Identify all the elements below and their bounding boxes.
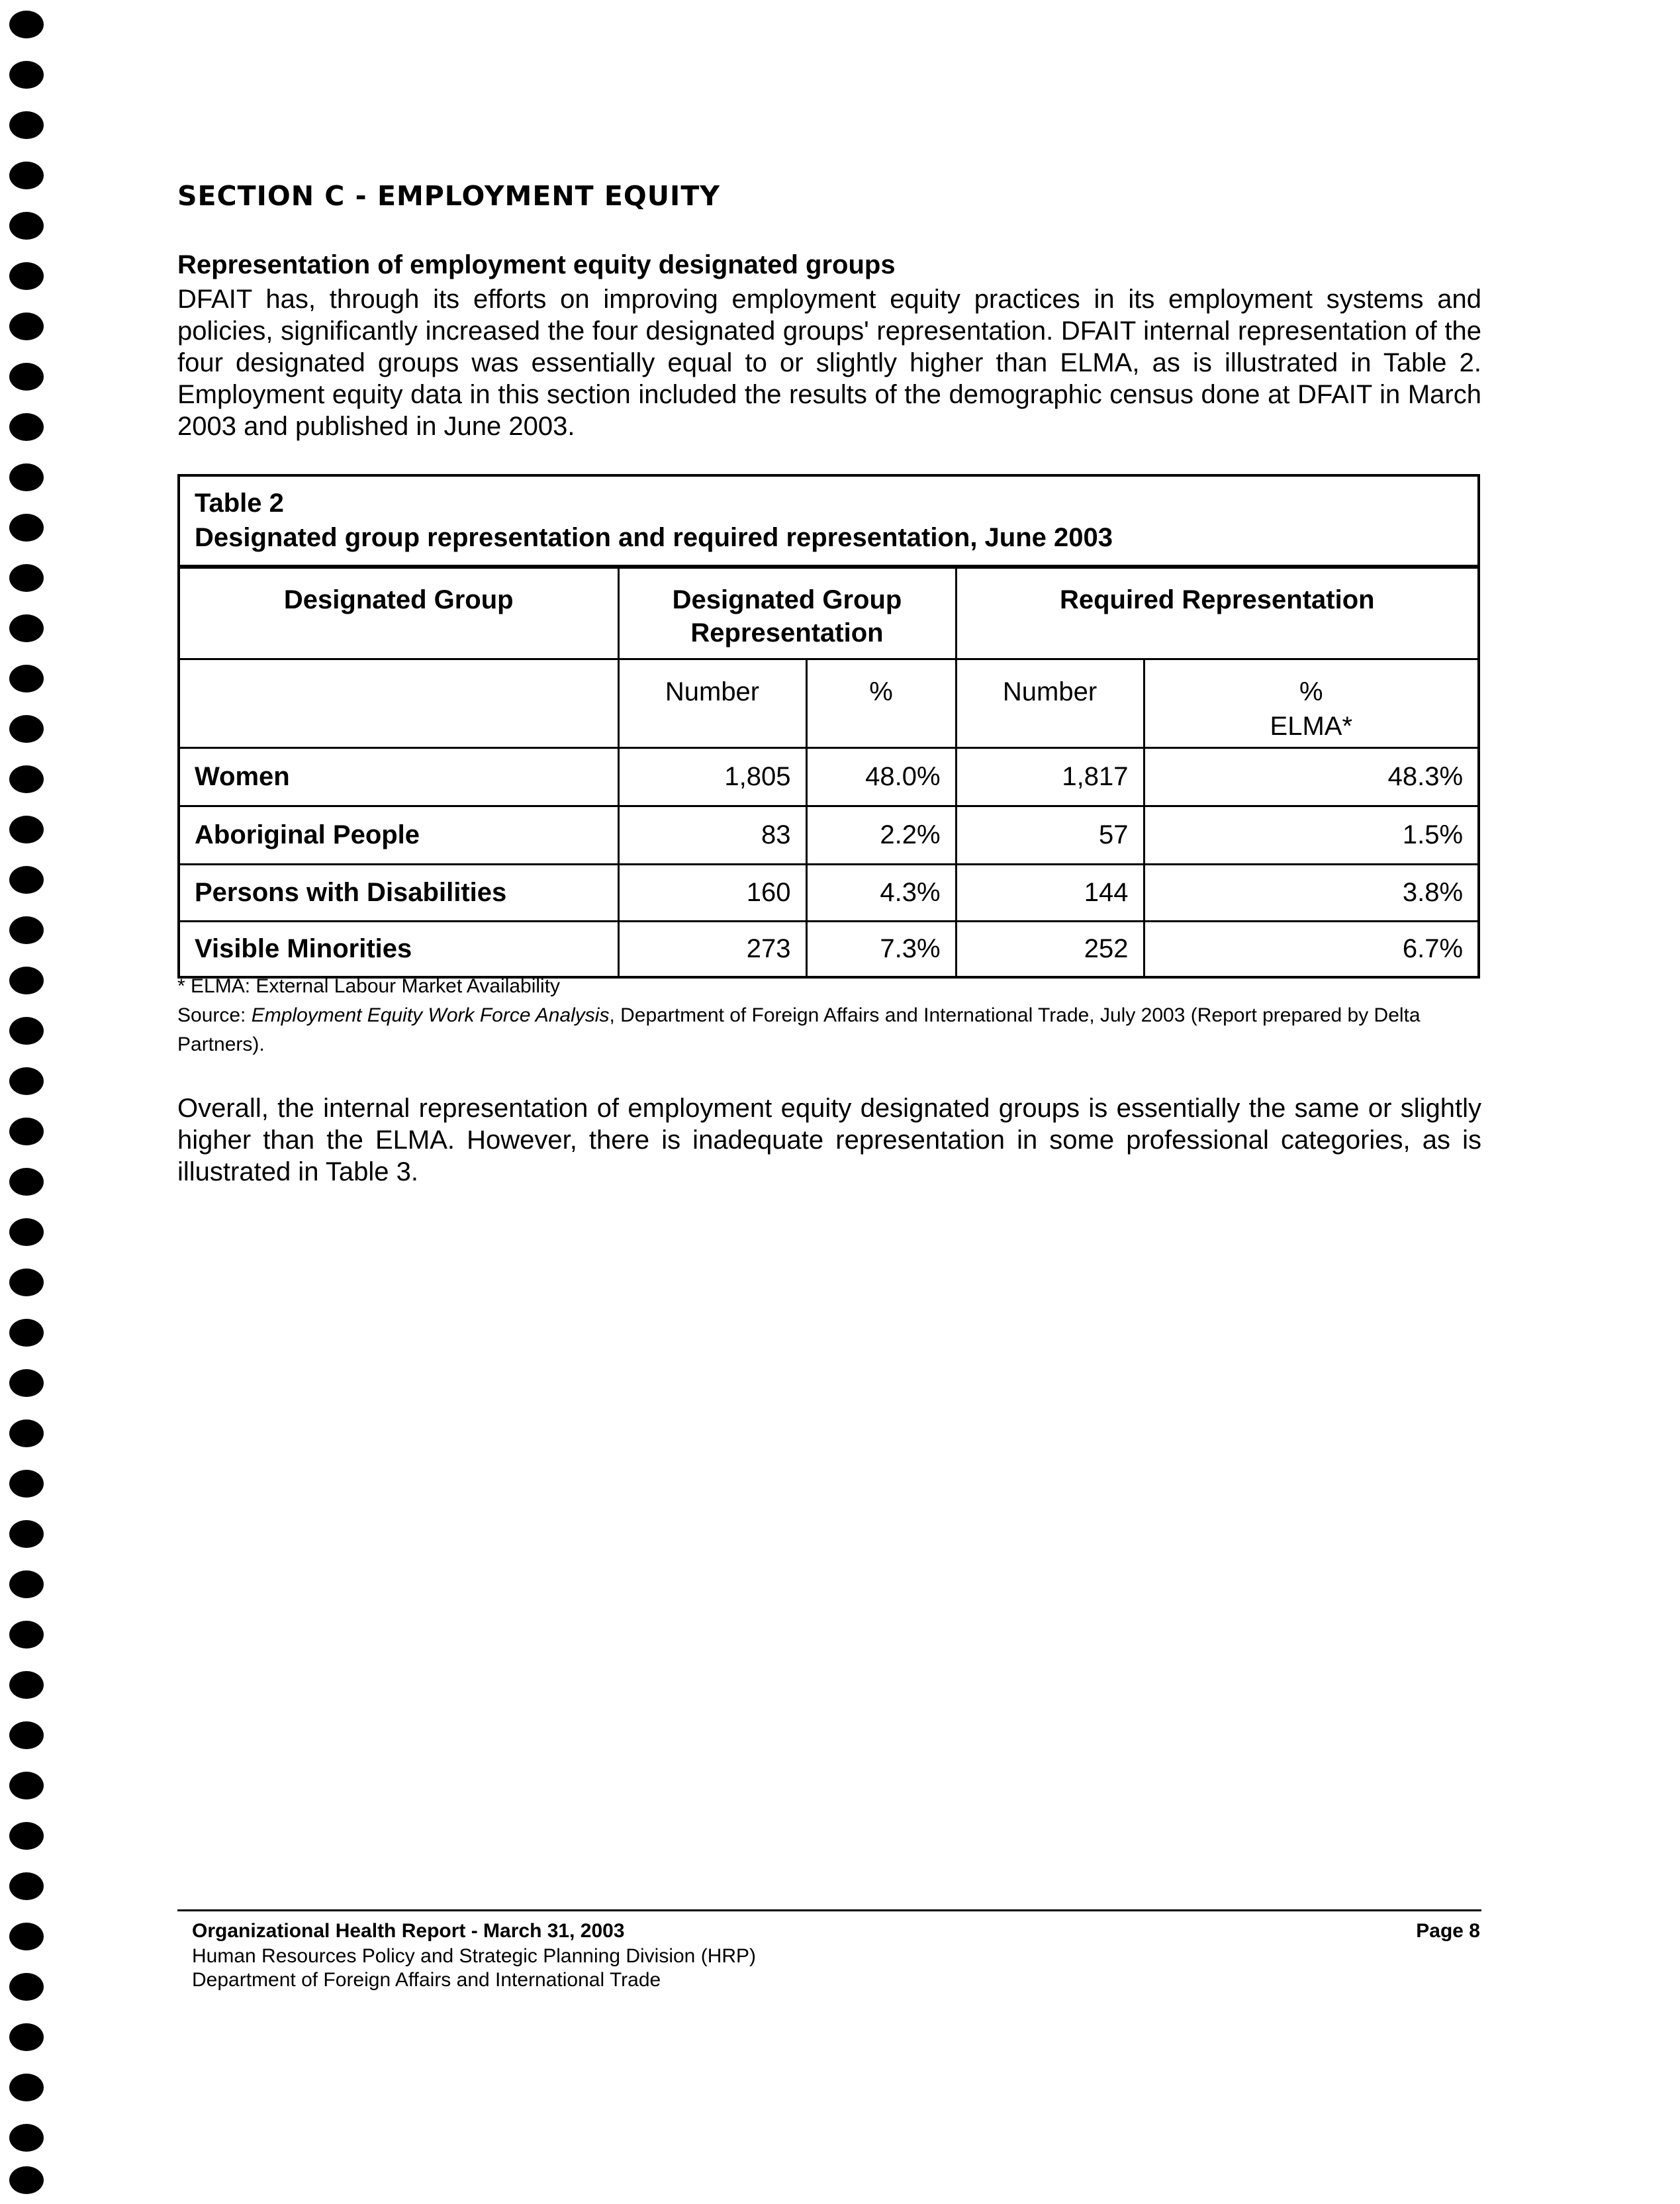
- binding-hole: [9, 1218, 44, 1246]
- section-heading: SECTION C - EMPLOYMENT EQUITY: [177, 180, 720, 212]
- subheader-percent: %: [806, 659, 956, 747]
- binding-hole: [9, 1671, 44, 1699]
- row-req-number: 144: [956, 864, 1144, 921]
- binding-hole: [9, 1621, 44, 1649]
- binding-hole: [9, 614, 44, 642]
- binding-holes: [0, 0, 53, 2204]
- binding-hole: [9, 1721, 44, 1749]
- row-rep-number: 83: [618, 806, 806, 864]
- binding-hole: [9, 715, 44, 743]
- intro-paragraph: DFAIT has, through its efforts on improving employment equity practices in its employment systems and policies, significantly increased the four designated groups' representation. DFAIT internal representation of the four designated groups was essentially equal to or slightly higher than ELMA, as is illustrated in Table 2. Employment equity data in this section included the results of the demographic census done at DFAIT in March 2003 and published in June 2003.: [177, 285, 1481, 441]
- binding-hole: [9, 816, 44, 843]
- binding-hole: [9, 61, 44, 89]
- row-req-number: 252: [956, 921, 1144, 976]
- binding-hole: [9, 1872, 44, 1900]
- binding-hole: [9, 1017, 44, 1045]
- subheader-percent-sign: %: [1299, 677, 1323, 706]
- row-rep-number: 160: [618, 864, 806, 921]
- row-group: Visible Minorities: [180, 921, 618, 976]
- binding-hole: [9, 1772, 44, 1799]
- binding-hole: [9, 1168, 44, 1196]
- table-label: Table 2: [195, 489, 284, 518]
- binding-hole: [9, 1822, 44, 1850]
- binding-hole: [9, 111, 44, 139]
- row-group: Women: [180, 747, 618, 806]
- binding-hole: [9, 1369, 44, 1397]
- binding-hole: [9, 866, 44, 894]
- row-group: Persons with Disabilities: [180, 864, 618, 921]
- binding-hole: [9, 1570, 44, 1598]
- binding-hole: [9, 967, 44, 994]
- binding-hole: [9, 916, 44, 944]
- binding-hole: [9, 564, 44, 592]
- header-required-representation: Required Representation: [956, 569, 1477, 659]
- header-designated-group: Designated Group: [180, 569, 618, 659]
- subheading: Representation of employment equity designated groups: [177, 250, 896, 279]
- binding-hole: [9, 312, 44, 340]
- binding-hole: [9, 2023, 44, 2051]
- binding-hole: [9, 1067, 44, 1095]
- row-rep-percent: 2.2%: [806, 806, 956, 864]
- table-row: [180, 747, 1477, 806]
- footer-department: Department of Foreign Affairs and International Trade: [192, 1969, 661, 1991]
- conclusion-paragraph: Overall, the internal representation of employment equity designated groups is essentially the same or slightly higher than the ELMA. However, there is inadequate representation in some professional categories, as is illustrated in Table 3.: [177, 1094, 1481, 1186]
- source-details: , Department of Foreign Affairs and International Trade, July 2003 (Report prepared by Delta Partners).: [177, 1004, 1421, 1055]
- binding-hole: [9, 162, 44, 189]
- row-rep-number: 273: [618, 921, 806, 976]
- binding-hole: [9, 1470, 44, 1498]
- binding-hole: [9, 665, 44, 693]
- binding-hole: [9, 765, 44, 793]
- table-caption: [195, 486, 1113, 555]
- binding-hole: [9, 1520, 44, 1548]
- subheader-elma-note: ELMA*: [1270, 711, 1353, 741]
- binding-hole: [9, 11, 44, 38]
- binding-hole: [9, 1419, 44, 1447]
- source-prefix: Source:: [177, 1004, 252, 1026]
- row-rep-percent: 4.3%: [806, 864, 956, 921]
- row-req-percent: 1.5%: [1144, 806, 1477, 864]
- binding-hole: [9, 2074, 44, 2101]
- binding-hole: [9, 212, 44, 240]
- table-row: [180, 921, 1477, 976]
- table-2: [177, 474, 1480, 979]
- row-rep-percent: 48.0%: [806, 747, 956, 806]
- subheader-number: Number: [618, 659, 806, 747]
- footer-division: Human Resources Policy and Strategic Planning Division (HRP): [192, 1945, 757, 1967]
- representation-table: [180, 569, 1477, 976]
- row-rep-number: 1,805: [618, 747, 806, 806]
- binding-hole: [9, 1319, 44, 1347]
- footer-rule: [177, 1909, 1481, 1911]
- table-row: [180, 864, 1477, 921]
- table-title: Designated group representation and required representation, June 2003: [195, 523, 1113, 552]
- source-report-title: Employment Equity Work Force Analysis: [251, 1004, 610, 1026]
- page-number: Page 8: [1416, 1920, 1480, 1942]
- row-group: Aboriginal People: [180, 806, 618, 864]
- row-rep-percent: 7.3%: [806, 921, 956, 976]
- row-req-percent: 3.8%: [1144, 864, 1477, 921]
- subheader-required-number: Number: [956, 659, 1144, 747]
- table-subheader-row: [180, 659, 1477, 747]
- binding-hole: [9, 2166, 44, 2194]
- table-row: [180, 806, 1477, 864]
- binding-hole: [9, 1118, 44, 1145]
- binding-hole: [9, 1973, 44, 2001]
- binding-hole: [9, 413, 44, 441]
- subheader-empty: [180, 659, 618, 747]
- binding-hole: [9, 262, 44, 290]
- table-footnote: * ELMA: External Labour Market Availability: [177, 975, 561, 997]
- binding-hole: [9, 2124, 44, 2152]
- footer-title: Organizational Health Report - March 31, 2003: [192, 1920, 625, 1942]
- binding-hole: [9, 514, 44, 542]
- row-req-number: 1,817: [956, 747, 1144, 806]
- row-req-number: 57: [956, 806, 1144, 864]
- table-source: [177, 1001, 1481, 1059]
- binding-hole: [9, 1923, 44, 1950]
- binding-hole: [9, 463, 44, 491]
- binding-hole: [9, 363, 44, 391]
- binding-hole: [9, 1269, 44, 1296]
- row-req-percent: 48.3%: [1144, 747, 1477, 806]
- row-req-percent: 6.7%: [1144, 921, 1477, 976]
- table-header-row: [180, 569, 1477, 659]
- header-group-representation: Designated Group Representation: [618, 569, 956, 659]
- subheader-required-percent: [1144, 659, 1477, 747]
